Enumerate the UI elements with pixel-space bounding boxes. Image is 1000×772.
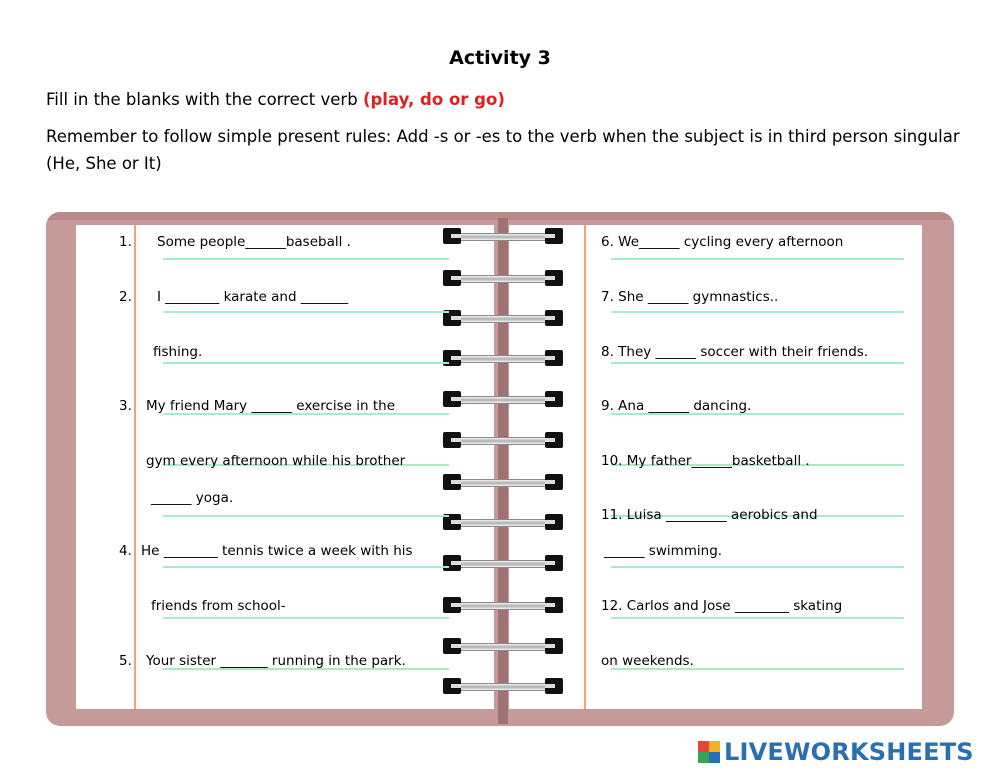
instruction-line-2: Remember to follow simple present rules: Add -s or -es to the verb when the subject is in third person singular (He, She or It) — [46, 127, 960, 173]
ruled-line — [611, 362, 904, 364]
item-number: 3. — [119, 398, 132, 414]
logo-mark-square — [698, 741, 709, 752]
logo-wordmark: LIVEWORKSHEETS — [724, 738, 974, 766]
exercise-sentence: 12. Carlos and Jose ________ skating — [601, 598, 843, 614]
logo-mark-square — [709, 752, 720, 763]
exercise-sentence: ______ swimming. — [604, 543, 723, 559]
exercise-sentence: He ________ tennis twice a week with his — [141, 543, 413, 559]
ruled-line — [163, 515, 449, 517]
verb-options: (play, do or go) — [362, 90, 505, 109]
exercise-sentence: 9. Ana ______ dancing. — [601, 398, 752, 414]
spiral-ring — [443, 597, 563, 613]
ruled-line — [163, 566, 449, 568]
spiral-ring — [443, 432, 563, 448]
exercise-sentence: friends from school- — [151, 598, 286, 614]
instruction-line-1 — [46, 86, 505, 113]
ruled-line — [163, 311, 449, 313]
exercise-sentence: 6. We______ cycling every afternoon — [601, 234, 844, 250]
spiral-ring — [443, 391, 563, 407]
spiral-ring — [443, 474, 563, 490]
ruled-line — [611, 311, 904, 313]
spiral-ring — [443, 638, 563, 654]
logo-mark-icon — [698, 741, 720, 763]
exercise-sentence: 7. She ______ gymnastics.. — [601, 289, 779, 305]
ruled-line — [611, 566, 904, 568]
item-number: 4. — [119, 543, 132, 559]
exercise-sentence: Your sister _______ running in the park. — [146, 653, 406, 669]
exercise-sentence: ______ yoga. — [151, 490, 234, 506]
liveworksheets-logo — [698, 738, 974, 766]
activity-title: Activity 3 — [449, 47, 551, 69]
ruled-line — [163, 362, 449, 364]
exercise-sentence: on weekends. — [601, 653, 694, 669]
spiral-ring — [443, 228, 563, 244]
logo-mark-square — [709, 741, 720, 752]
logo-mark-square — [698, 752, 709, 763]
item-number: 1. — [119, 234, 132, 250]
ruled-line — [611, 258, 904, 260]
spiral-ring — [443, 514, 563, 530]
spiral-ring — [443, 678, 563, 694]
right-margin-line — [584, 225, 586, 709]
spiral-ring — [443, 270, 563, 286]
spiral-ring — [443, 555, 563, 571]
left-margin-line — [134, 225, 136, 709]
item-number: 2. — [119, 289, 132, 305]
ruled-line — [163, 617, 449, 619]
exercise-sentence: gym every afternoon while his brother — [146, 453, 406, 469]
exercise-sentence: 11. Luisa _________ aerobics and — [601, 507, 818, 523]
spiral-ring — [443, 310, 563, 326]
ruled-line — [163, 258, 449, 260]
exercise-sentence: Some people______baseball . — [157, 234, 351, 250]
item-number: 5. — [119, 653, 132, 669]
spiral-ring — [443, 350, 563, 366]
exercise-sentence: 10. My father______basketball . — [601, 453, 810, 469]
ruled-line — [611, 617, 904, 619]
exercise-sentence: fishing. — [153, 344, 203, 360]
exercise-sentence: I ________ karate and _______ — [157, 289, 349, 305]
instruction-text: Fill in the blanks with the correct verb — [46, 90, 363, 109]
exercise-sentence: My friend Mary ______ exercise in the — [146, 398, 396, 414]
exercise-sentence: 8. They ______ soccer with their friends. — [601, 344, 869, 360]
